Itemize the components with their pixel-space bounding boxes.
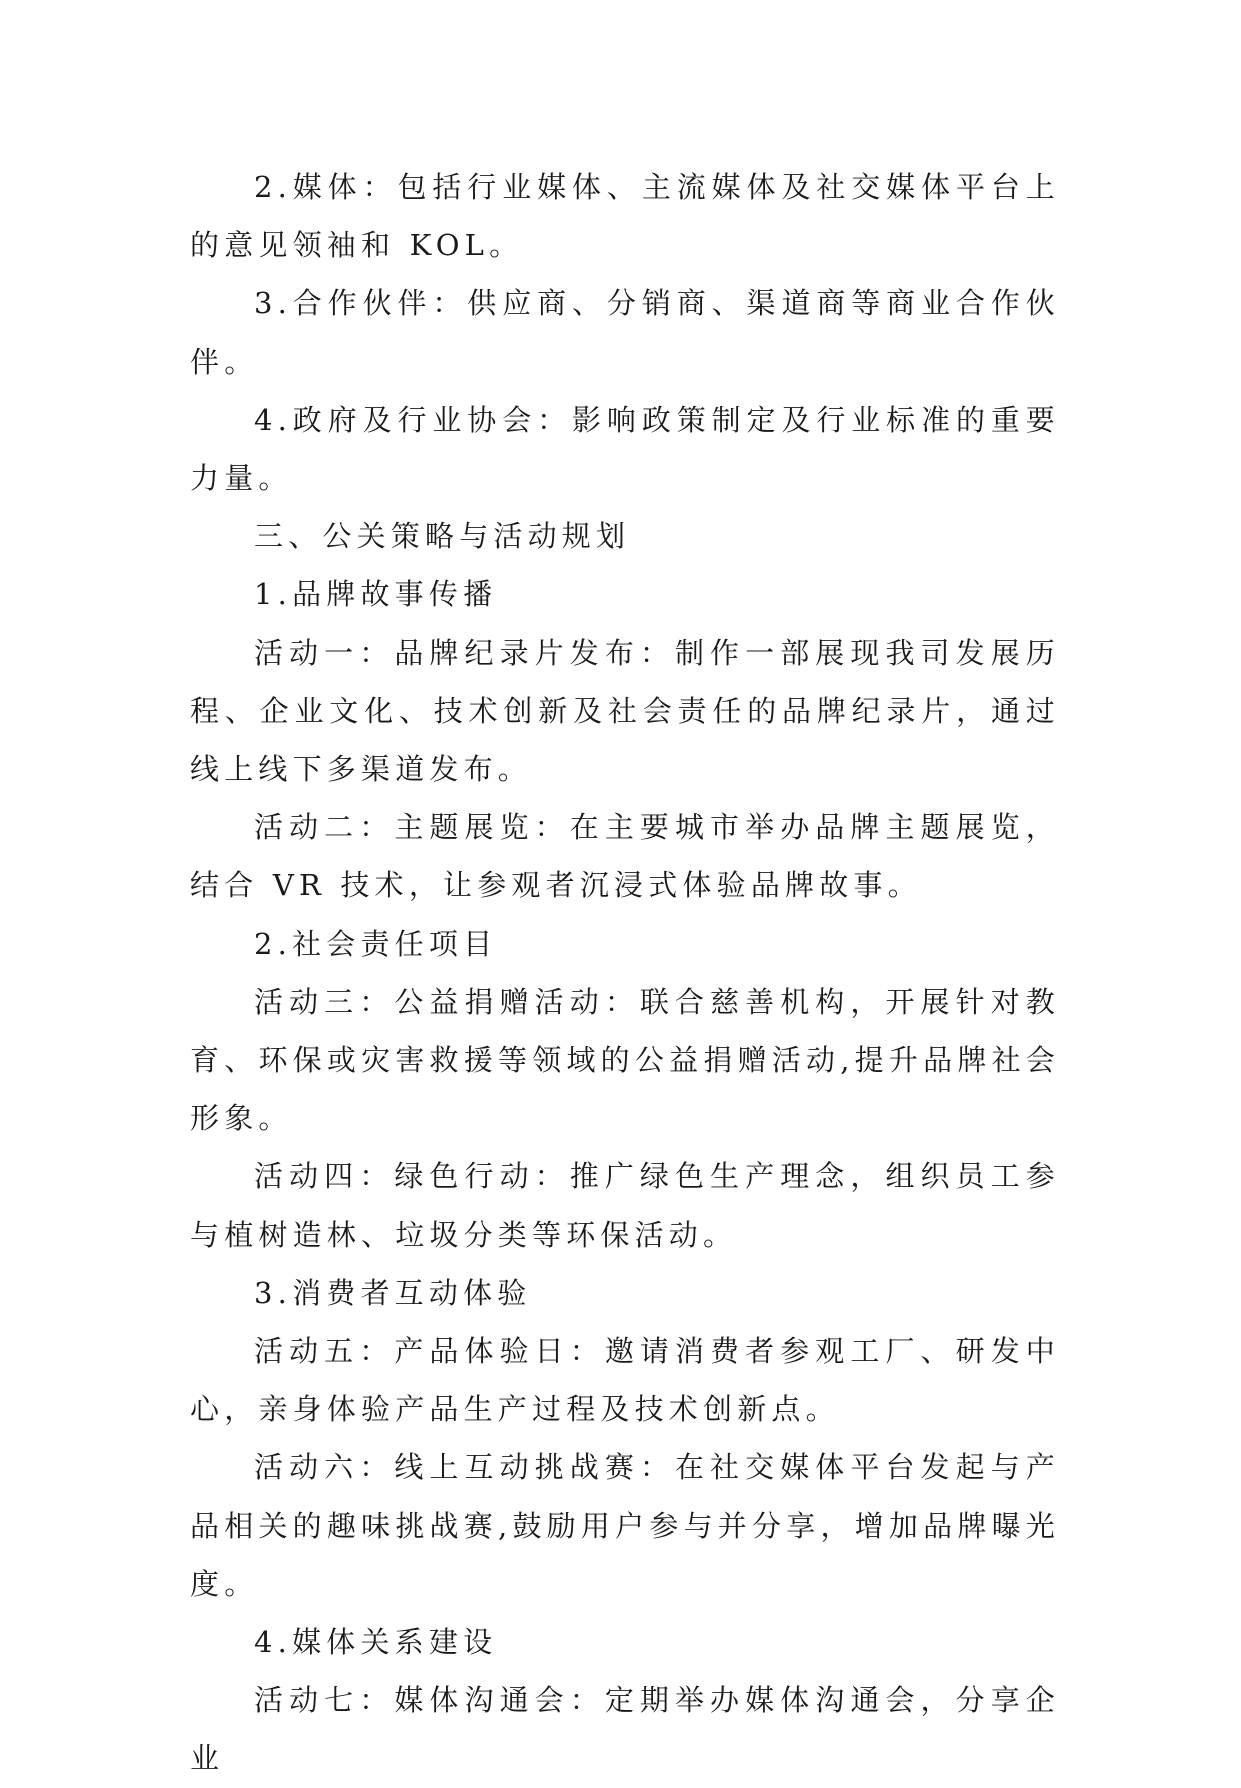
- paragraph-activity-4: 活动四：绿色行动：推广绿色生产理念，组织员工参与植树造林、垃圾分类等环保活动。: [190, 1159, 1060, 1252]
- paragraph-activity-7: 活动七：媒体沟通会：定期举办媒体沟通会，分享企业: [190, 1683, 1060, 1776]
- subheading-consumer-experience: 3.消费者互动体验: [254, 1275, 532, 1310]
- paragraph-activity-6: 活动六：线上互动挑战赛：在社交媒体平台发起与产品相关的趣味挑战赛,鼓励用户参与并分享，增加品牌曝光度。: [190, 1450, 1060, 1601]
- subheading-brand-story: 1.品牌故事传播: [254, 577, 498, 612]
- subheading-social-responsibility: 2.社会责任项目: [254, 926, 498, 961]
- paragraph-government-associations: 4.政府及行业协会：影响政策制定及行业标准的重要力量。: [190, 402, 1060, 496]
- paragraph-partners: 3.合作伙伴：供应商、分销商、渠道商等商业合作伙伴。: [190, 286, 1060, 379]
- paragraph-activity-2: 活动二：主题展览：在主要城市举办品牌主题展览，结合 VR 技术，让参观者沉浸式体验品牌故事。: [190, 810, 1060, 903]
- paragraph-activity-1: 活动一：品牌纪录片发布：制作一部展现我司发展历程、企业文化、技术创新及社会责任的品牌纪录片，通过线上线下多渠道发布。: [190, 635, 1060, 787]
- document-body: [190, 158, 1060, 1788]
- paragraph-activity-3: 活动三：公益捐赠活动：联合慈善机构，开展针对教育、环保或灾害救援等领域的公益捐赠活动,提升品牌社会形象。: [190, 984, 1060, 1136]
- paragraph-media-stakeholders: 2.媒体：包括行业媒体、主流媒体及社交媒体平台上的意见领袖和 KOL。: [190, 170, 1060, 263]
- paragraph-activity-5: 活动五：产品体验日：邀请消费者参观工厂、研发中心，亲身体验产品生产过程及技术创新点。: [190, 1334, 1060, 1427]
- section-heading-pr-strategy: 三、公关策略与活动规划: [254, 519, 631, 554]
- subheading-media-relations: 4.媒体关系建设: [254, 1625, 498, 1660]
